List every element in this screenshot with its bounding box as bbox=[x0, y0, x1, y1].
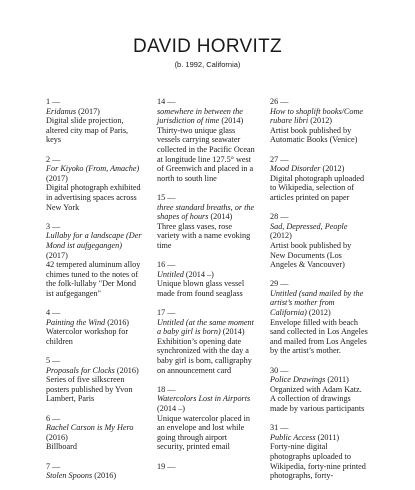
work-number: 7 — bbox=[46, 461, 61, 471]
work-title-line bbox=[157, 203, 255, 222]
work-title-line bbox=[157, 270, 255, 280]
work-year: (2014) bbox=[210, 212, 233, 222]
work-entry[interactable] bbox=[157, 308, 255, 375]
work-number: 27 — bbox=[270, 154, 289, 164]
work-entry[interactable] bbox=[157, 385, 255, 452]
work-title-line bbox=[157, 394, 255, 413]
work-description: Billboard bbox=[46, 442, 77, 452]
work-title[interactable]: Lullaby for a landscape (Der Mond ist aufgegangen) bbox=[46, 231, 142, 250]
work-title[interactable]: Watercolors Lost in Airports bbox=[157, 394, 251, 404]
work-year: (2012) bbox=[322, 164, 345, 174]
page-title: DAVID HORVITZ bbox=[133, 36, 282, 57]
work-number: 14 — bbox=[157, 97, 176, 106]
work-title[interactable]: Untitled bbox=[157, 269, 184, 279]
header bbox=[0, 0, 415, 70]
work-title[interactable]: Public Access bbox=[270, 432, 316, 442]
work-title-line bbox=[270, 433, 368, 443]
work-description: Digital photograph exhibited in advertising spaces across New York bbox=[46, 183, 141, 212]
work-description: 42 tempered aluminum alloy chimes tuned to the notes of the folk-lullaby "Der Mond ist aufgegangen" bbox=[46, 260, 141, 298]
work-title[interactable]: Untitled (sand mailed by the artist’s mother from California) bbox=[270, 288, 364, 318]
work-year: (2017) bbox=[46, 250, 68, 260]
work-title[interactable]: For Kiyoko (From, Amache) bbox=[46, 164, 140, 174]
work-title[interactable]: three standard breaths, or the shapes of hours bbox=[157, 202, 255, 222]
work-number: 18 — bbox=[157, 384, 176, 394]
work-description: Watercolor workshop for children bbox=[46, 327, 129, 346]
work-year: (2014 –) bbox=[185, 269, 214, 279]
work-number: 17 — bbox=[157, 308, 176, 318]
work-number: 26 — bbox=[270, 97, 289, 106]
work-entry[interactable] bbox=[46, 414, 144, 452]
work-number: 16 — bbox=[157, 260, 176, 270]
work-entry[interactable] bbox=[46, 462, 144, 481]
work-title[interactable]: Untitled (at the same moment a baby girl is born) bbox=[157, 317, 254, 337]
work-year: (2012) bbox=[270, 231, 292, 241]
work-entry[interactable] bbox=[46, 356, 144, 404]
work-number: 15 — bbox=[157, 192, 176, 202]
work-entry[interactable] bbox=[157, 193, 255, 251]
work-title[interactable]: somewhere in between the jurisdiction of time bbox=[157, 106, 243, 126]
work-number: 19 — bbox=[157, 461, 176, 471]
work-title-line bbox=[157, 107, 255, 126]
work-description: Unique blown glass vessel made from found seaglass bbox=[157, 279, 245, 298]
works-column-1 bbox=[46, 97, 144, 490]
page-subtitle: (b. 1992, California) bbox=[174, 60, 241, 69]
work-title[interactable]: Painting the Wind bbox=[46, 317, 106, 327]
work-description: Artist book published by Automatic Books (Venice) bbox=[270, 125, 358, 145]
work-year: (2016) bbox=[94, 471, 117, 481]
work-year: (2012) bbox=[308, 308, 331, 318]
work-number: 28 — bbox=[270, 212, 289, 222]
work-entry[interactable] bbox=[270, 212, 368, 270]
work-title-line bbox=[157, 318, 255, 337]
work-number: 5 — bbox=[46, 356, 61, 366]
work-description: Unique watercolor placed in an envelope and lost while going through airport security, printed email bbox=[157, 413, 250, 452]
work-title[interactable]: Proposals for Clocks bbox=[46, 365, 115, 375]
work-description: Exhibition’s opening date synchronized with the day a baby girl is born, calligraphy on announcement card bbox=[157, 336, 252, 375]
work-entry[interactable] bbox=[157, 97, 255, 183]
work-title-line bbox=[46, 164, 144, 183]
work-title-line bbox=[270, 164, 368, 174]
works-column-2 bbox=[157, 97, 255, 481]
work-number: 1 — bbox=[46, 97, 61, 106]
work-title-line bbox=[46, 231, 144, 260]
work-title[interactable]: Sad, Depressed, People bbox=[270, 221, 348, 231]
work-entry[interactable] bbox=[46, 155, 144, 213]
work-entry[interactable] bbox=[46, 308, 144, 346]
work-year: (2016) bbox=[107, 317, 130, 327]
work-description: Thirty-two unique glass vessels carrying seawater collected in the Pacific Ocean at longitude line 127.5° west of Greenwich and placed in a north to south line bbox=[157, 125, 255, 183]
work-number: 4 — bbox=[46, 308, 61, 318]
work-number: 2 — bbox=[46, 154, 61, 164]
work-entry[interactable] bbox=[270, 155, 368, 203]
work-year: (2016) bbox=[46, 432, 68, 442]
work-entry[interactable] bbox=[270, 423, 368, 481]
work-year: (2014) bbox=[221, 116, 244, 126]
work-description: Three glass vases, rose variety with a name evoking time bbox=[157, 221, 251, 250]
work-title[interactable]: How to shoplift books/Come rubare libri bbox=[270, 106, 364, 126]
work-year: (2016) bbox=[116, 365, 139, 375]
work-entry[interactable] bbox=[46, 97, 144, 145]
work-year: (2017) bbox=[46, 173, 68, 183]
work-year: (2012) bbox=[310, 116, 333, 126]
work-number: 29 — bbox=[270, 279, 289, 289]
work-entry[interactable] bbox=[46, 222, 144, 299]
work-entry[interactable] bbox=[270, 97, 368, 145]
work-number: 3 — bbox=[46, 221, 61, 231]
work-title-line bbox=[270, 222, 368, 241]
work-entry[interactable] bbox=[270, 279, 368, 356]
work-description: Organized with Adam Katz. A collection of drawings made by various participants bbox=[270, 384, 365, 413]
work-year: (2017) bbox=[78, 106, 100, 116]
work-number: 31 — bbox=[270, 423, 289, 433]
work-number: 30 — bbox=[270, 365, 289, 375]
work-year: (2014) bbox=[222, 327, 245, 337]
work-title-line bbox=[46, 366, 144, 376]
work-description: Envelope filled with beach sand collected in Los Angeles and mailed from Los Angeles by the artist’s mother. bbox=[270, 317, 368, 356]
work-title[interactable]: Rachel Carson is My Hero bbox=[46, 423, 134, 433]
work-title-line bbox=[46, 318, 144, 328]
work-title-line bbox=[270, 375, 368, 385]
work-entry[interactable] bbox=[157, 260, 255, 298]
work-title-line bbox=[46, 471, 144, 481]
work-title-line bbox=[46, 423, 144, 442]
work-title[interactable]: Eridanus bbox=[46, 106, 77, 116]
work-year: (2014 –) bbox=[157, 404, 185, 413]
work-description: Series of five silkscreen posters published by Yvon Lambert, Paris bbox=[46, 375, 133, 404]
work-year: (2011) bbox=[317, 432, 340, 442]
work-number: 6 — bbox=[46, 413, 61, 423]
work-description: Forty-nine digital photographs uploaded to Wikipedia, forty-nine printed photographs, forty- bbox=[270, 442, 366, 481]
work-title[interactable]: Police Drawings bbox=[270, 375, 326, 385]
work-title-line bbox=[270, 107, 368, 126]
work-title-line bbox=[270, 289, 368, 318]
works-column-3 bbox=[270, 97, 368, 490]
work-title[interactable]: Stolen Spoons bbox=[46, 471, 93, 481]
work-title-line bbox=[46, 107, 144, 117]
work-title[interactable]: Mood Disorder bbox=[270, 164, 321, 174]
work-entry[interactable] bbox=[270, 366, 368, 414]
work-description: Artist book published by New Documents (Los Angeles & Vancouver) bbox=[270, 240, 352, 270]
work-year: (2011) bbox=[327, 375, 349, 385]
work-description: Digital slide projection, altered city map of Paris, keys bbox=[46, 116, 129, 145]
work-entry[interactable] bbox=[157, 462, 255, 472]
work-description: Digital photograph uploaded to Wikipedia, selection of articles printed on paper bbox=[270, 173, 365, 202]
